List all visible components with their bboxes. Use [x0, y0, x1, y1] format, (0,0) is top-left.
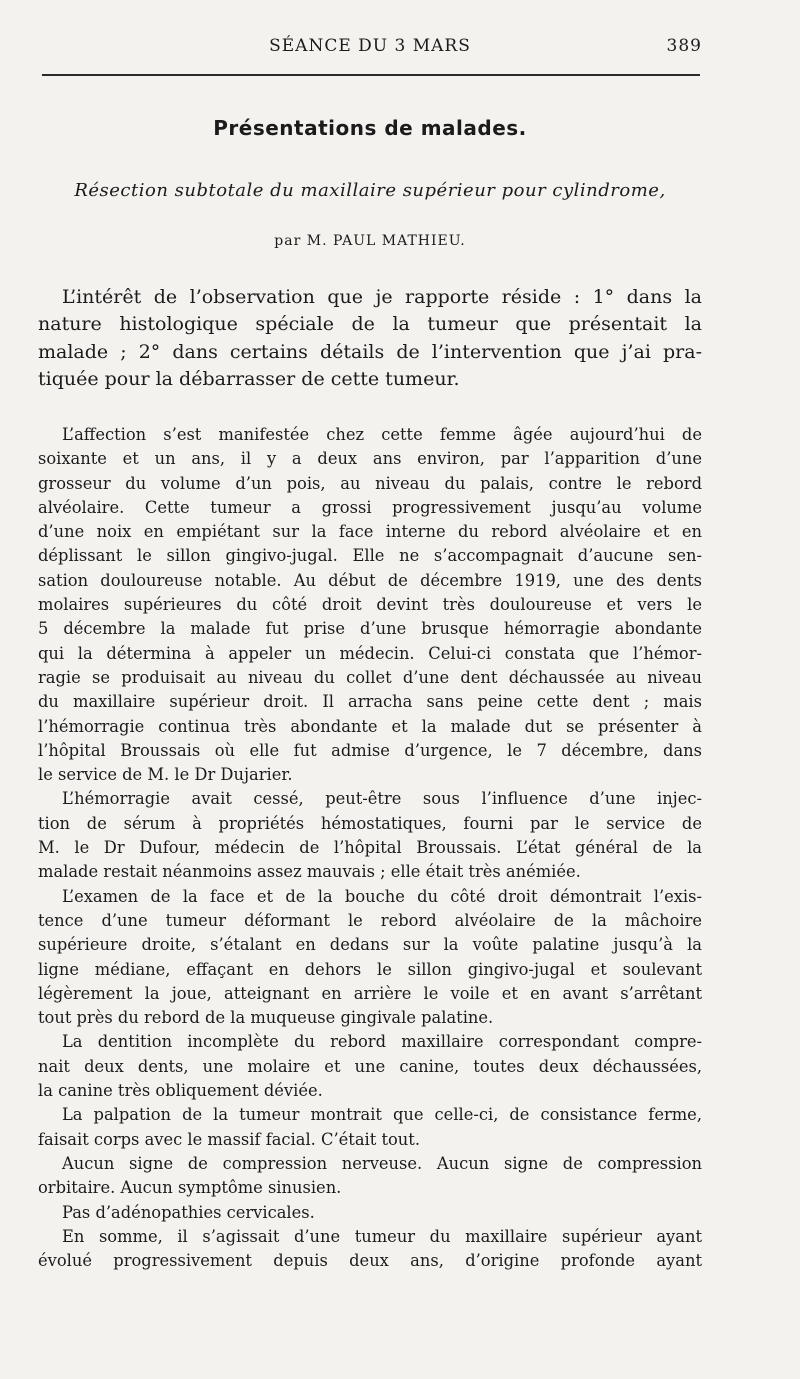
text-line: faisait corps avec le massif facial. C’était tout.	[38, 1129, 421, 1149]
header-rule	[42, 74, 700, 76]
intro-text	[38, 284, 702, 393]
text-line: L’examen de la face et de la bouche du côté droit démontrait l’exis-	[62, 886, 702, 906]
body-paragraph	[38, 787, 702, 884]
body-paragraph	[38, 1201, 702, 1225]
text-line: alvéolaire. Cette tumeur a grossi progressivement jusqu’au volume	[38, 497, 702, 517]
text-line: malade ; 2° dans certains détails de l’intervention que j’ai pra-	[38, 340, 702, 363]
text-line: sation douloureuse notable. Au début de décembre 1919, une des dents	[38, 570, 702, 590]
text-line: tion de sérum à propriétés hémostatiques, fourni par le service de	[38, 813, 702, 833]
text-line: Aucun signe de compression nerveuse. Aucun signe de compression	[62, 1153, 702, 1173]
text-line: d’une noix en empiétant sur la face interne du rebord alvéolaire et en	[38, 522, 702, 542]
text-line: tout près du rebord de la muqueuse gingivale palatine.	[38, 1008, 494, 1028]
text-line: déplissant le sillon gingivo-jugal. Elle ne s’accompagnait d’aucune sen-	[38, 546, 702, 566]
body-paragraph	[38, 1152, 702, 1201]
intro-paragraph	[38, 284, 702, 393]
page-number: 389	[666, 36, 702, 56]
section-title: Présentations de malades.	[213, 116, 527, 140]
running-title: SÉANCE DU 3 MARS	[269, 36, 471, 56]
text-line: légèrement la joue, atteignant en arrière le voile et en avant s’arrêtant	[38, 983, 702, 1003]
body-paragraph	[38, 423, 702, 787]
text-line: La dentition incomplète du rebord maxillaire correspondant compre-	[62, 1032, 702, 1052]
text-line: tence d’une tumeur déformant le rebord alvéolaire de la mâchoire	[38, 910, 702, 930]
text-line: En somme, il s’agissait d’une tumeur du maxillaire supérieur ayant	[62, 1226, 702, 1246]
article-body	[38, 423, 702, 1273]
text-line: tiquée pour la débarrasser de cette tumeur.	[38, 367, 460, 390]
text-line: M. le Dr Dufour, médecin de l’hôpital Broussais. L’état général de la	[38, 838, 702, 858]
text-line: le service de M. le Dr Dujarier.	[38, 765, 293, 785]
body-paragraph	[38, 1030, 702, 1103]
text-line: l’hôpital Broussais où elle fut admise d’urgence, le 7 décembre, dans	[38, 740, 702, 760]
text-line: nait deux dents, une molaire et une canine, toutes deux déchaussées,	[38, 1056, 702, 1076]
text-line: L’intérêt de l’observation que je rapporte réside : 1° dans la	[62, 286, 702, 308]
text-line: L’affection s’est manifestée chez cette femme âgée aujourd’hui de	[62, 425, 702, 444]
text-line: nature histologique spéciale de la tumeur que présentait la	[38, 313, 702, 336]
body-paragraph	[38, 1225, 702, 1274]
text-line: 5 décembre la malade fut prise d’une brusque hémorragie abondante	[38, 619, 702, 639]
text-line: qui la détermina à appeler un médecin. Celui-ci constata que l’hémor-	[38, 643, 702, 663]
text-line: grosseur du volume d’un pois, au niveau du palais, contre le rebord	[38, 473, 702, 493]
running-header	[38, 36, 702, 60]
text-line: molaires supérieures du côté droit devint très douloureuse et vers le	[38, 595, 702, 615]
article-author: par M. PAUL MATHIEU.	[274, 233, 466, 249]
text-line: L’hémorragie avait cessé, peut-être sous l’influence d’une injec-	[62, 789, 702, 809]
book-page	[38, 0, 702, 1379]
text-line: malade restait néanmoins assez mauvais ; elle était très anémiée.	[38, 862, 581, 882]
text-line: du maxillaire supérieur droit. Il arracha sans peine cette dent ; mais	[38, 692, 702, 712]
text-line: supérieure droite, s’étalant en dedans sur la voûte palatine jusqu’à la	[38, 935, 702, 955]
text-line: l’hémorragie continua très abondante et la malade dut se présenter à	[38, 716, 702, 736]
text-line: ragie se produisait au niveau du collet d’une dent déchaussée au niveau	[38, 667, 702, 687]
body-paragraph	[38, 885, 702, 1031]
text-line: Pas d’adénopathies cervicales.	[62, 1202, 315, 1222]
text-line: soixante et un ans, il y a deux ans environ, par l’apparition d’une	[38, 449, 702, 469]
text-line: ligne médiane, effaçant en dehors le sillon gingivo-jugal et soulevant	[38, 959, 702, 979]
article-title: Résection subtotale du maxillaire supérieur pour cylindrome,	[74, 180, 666, 201]
text-line: La palpation de la tumeur montrait que celle-ci, de consistance ferme,	[62, 1105, 702, 1125]
text-line: orbitaire. Aucun symptôme sinusien.	[38, 1178, 342, 1198]
text-line: évolué progressivement depuis deux ans, d’origine profonde ayant	[38, 1251, 702, 1271]
text-line: la canine très obliquement déviée.	[38, 1081, 323, 1101]
body-paragraph	[38, 1103, 702, 1152]
